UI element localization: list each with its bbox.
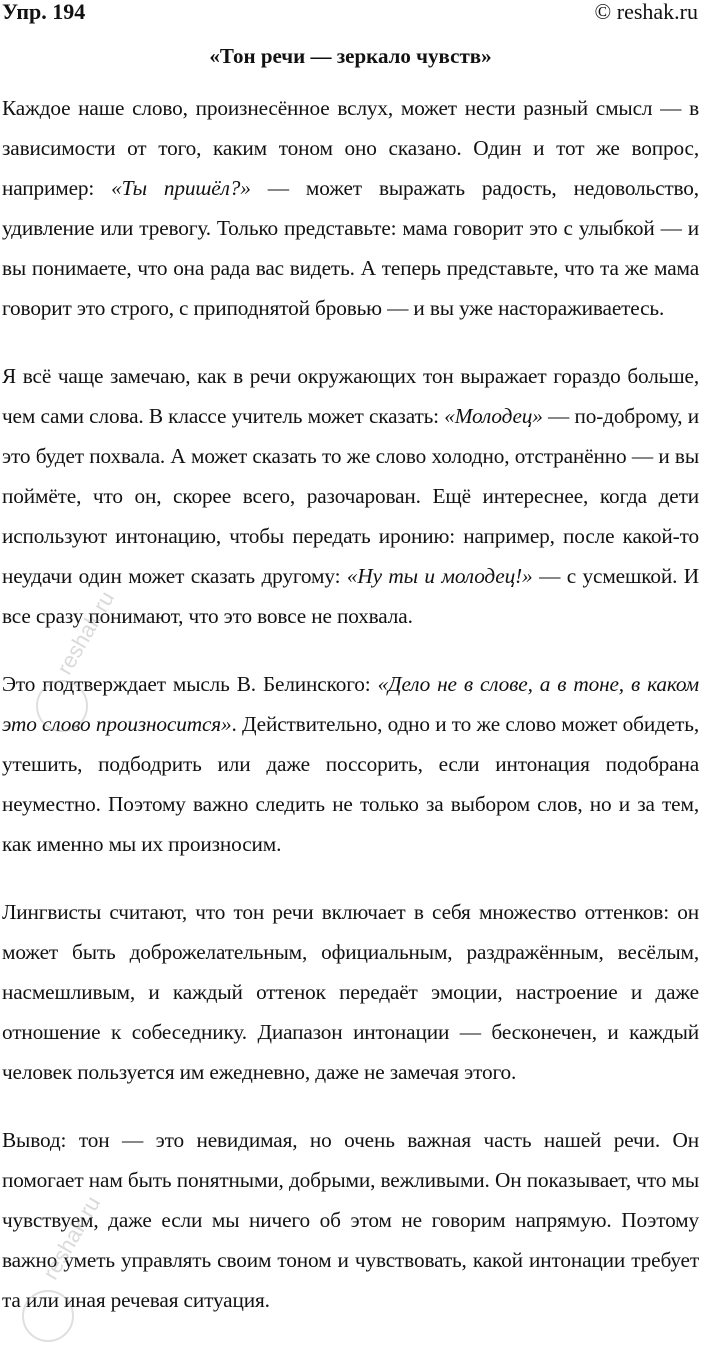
watermark-text: reshak.ru <box>51 586 120 679</box>
page-header <box>0 0 701 30</box>
text-run: — с усмешкой. И все сразу понимают, что это вовсе не похвала. <box>2 564 699 628</box>
quote: «Молодец» <box>444 404 543 428</box>
quote: «Ты пришёл?» <box>111 176 251 200</box>
source-label: © reshak.ru <box>594 0 698 24</box>
exercise-number: Упр. 194 <box>2 0 86 24</box>
text-run: — может выражать радость, недовольство, удивление или тревогу. Только представьте: мама говорит это с улыбкой — и вы понимаете, что она рада вас видеть. А теперь представьте, что та же мама говорит это строго, с приподнятой бровью — и вы уже настораживаетесь. <box>2 176 699 320</box>
text-run: Я всё чаще замечаю, как в речи окружающих тон выражает гораздо больше, чем сами слова. В классе учитель может сказать: <box>2 364 699 428</box>
essay-body <box>2 88 699 1348</box>
watermark-text: reshak.ru <box>37 1191 106 1284</box>
text-run: . Действительно, одно и то же слово может обидеть, утешить, подбодрить или даже поссорить, если интонация подобрана неуместно. Поэтому важно следить не только за выбором слов, но и за тем, как именно мы их произносим. <box>2 712 699 856</box>
quote: «Дело не в слове, а в тоне, в каком это слово произносится» <box>2 672 700 736</box>
paragraph-4 <box>2 892 699 1092</box>
text-run: Это подтверждает мысль В. Белинского: <box>2 672 378 696</box>
paragraph-5 <box>2 1120 699 1320</box>
paragraph-2 <box>2 356 699 636</box>
text-run: Вывод: тон — это невидимая, но очень важная часть нашей речи. Он помогает нам быть понятными, добрыми, вежливыми. Он показывает, что мы чувствуем, даже если мы ничего об этом не говорим напрямую. Поэтому важно уметь управлять своим тоном и чувствовать, какой интонации требует та или иная речевая ситуация. <box>2 1128 699 1312</box>
text-run: Лингвисты считают, что тон речи включает в себя множество оттенков: он может быть доброжелательным, официальным, раздражённым, весёлым, насмешливым, и каждый оттенок передаёт эмоции, настроение и даже отношение к собеседнику. Диапазон интонации — бесконечен, и каждый человек пользуется им ежедневно, даже не замечая этого. <box>2 900 699 1084</box>
text-run: — по-доброму, и это будет похвала. А может сказать то же слово холодно, отстранённо — и вы поймёте, что он, скорее всего, разочарован. Ещё интереснее, когда дети используют интонацию, чтобы передать иронию: например, после какой-то неудачи один может сказать другому: <box>2 404 699 588</box>
paragraph-3 <box>2 664 699 864</box>
text-run: Каждое наше слово, произнесённое вслух, может нести разный смысл — в зависимости от того, каким тоном оно сказано. Один и тот же вопрос, например: <box>2 96 699 200</box>
essay-title: «Тон речи — зеркало чувств» <box>209 44 492 68</box>
quote: «Ну ты и молодец!» <box>346 564 533 588</box>
paragraph-1 <box>2 88 699 328</box>
